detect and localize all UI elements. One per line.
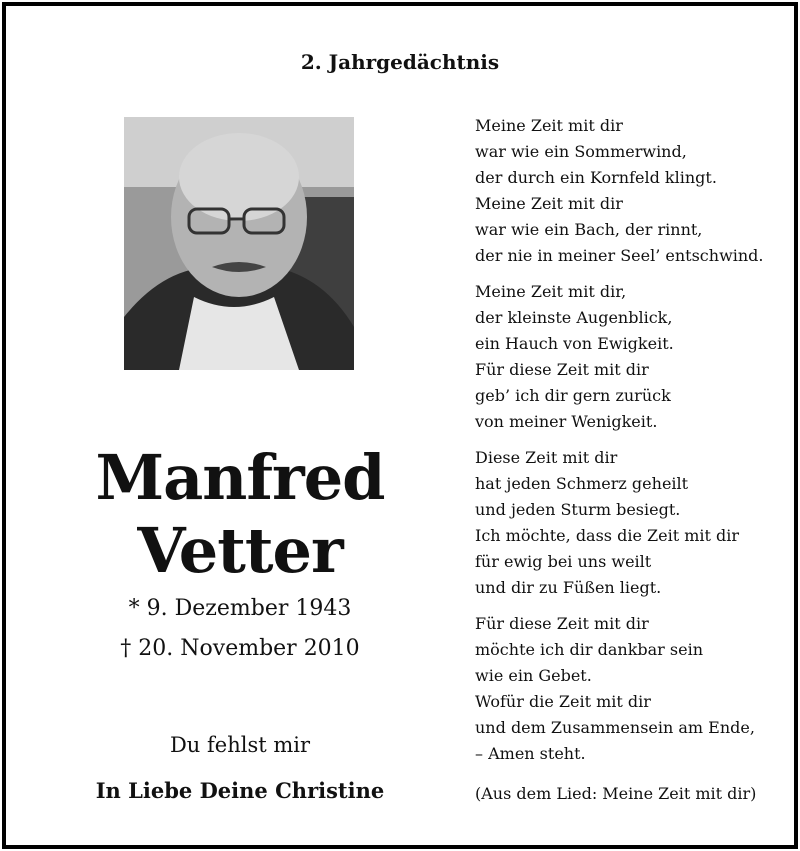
poem-line: war wie ein Bach, der rinnt, — [475, 220, 703, 239]
poem-line: möchte ich dir dankbar sein — [475, 640, 704, 659]
poem-line: wie ein Gebet. — [475, 666, 592, 685]
poem-line: Diese Zeit mit dir — [475, 448, 618, 467]
poem-line: der nie in meiner Seel’ entschwind. — [475, 246, 764, 265]
death-date: † 20. November 2010 — [120, 636, 360, 661]
poem-line: der durch ein Kornfeld klingt. — [475, 168, 717, 187]
poem — [475, 113, 775, 807]
poem-line: von meiner Wenigkeit. — [475, 412, 658, 431]
birth-date: * 9. Dezember 1943 — [128, 596, 352, 621]
poem-line: ein Hauch von Ewigkeit. — [475, 334, 674, 353]
poem-line: Meine Zeit mit dir — [475, 194, 623, 213]
poem-line: Wofür die Zeit mit dir — [475, 692, 651, 711]
poem-stanza — [475, 611, 775, 767]
poem-line: für ewig bei uns weilt — [475, 552, 652, 571]
poem-stanza — [475, 113, 775, 269]
deceased-last-name: Vetter — [137, 514, 343, 587]
poem-source: (Aus dem Lied: Meine Zeit mit dir) — [475, 784, 757, 803]
poem-line: und dem Zusammensein am Ende, — [475, 718, 755, 737]
poem-line: Meine Zeit mit dir, — [475, 282, 627, 301]
poem-line: hat jeden Schmerz geheilt — [475, 474, 689, 493]
closing-message: Du fehlst mir — [169, 733, 311, 757]
signature: In Liebe Deine Christine — [95, 778, 385, 803]
portrait-photo — [124, 117, 354, 370]
memorial-heading: 2. Jahrgedächtnis — [300, 50, 500, 74]
poem-stanza — [475, 279, 775, 435]
deceased-first-name: Manfred — [95, 441, 385, 514]
poem-line: der kleinste Augenblick, — [475, 308, 673, 327]
poem-line: und jeden Sturm besiegt. — [475, 500, 681, 519]
poem-line: war wie ein Sommerwind, — [475, 142, 687, 161]
poem-line: Für diese Zeit mit dir — [475, 360, 649, 379]
poem-line: und dir zu Füßen liegt. — [475, 578, 662, 597]
poem-line: Meine Zeit mit dir — [475, 116, 623, 135]
poem-line: geb’ ich dir gern zurück — [475, 386, 671, 405]
poem-line: Ich möchte, dass die Zeit mit dir — [475, 526, 740, 545]
poem-stanza — [475, 445, 775, 601]
poem-line: – Amen steht. — [475, 744, 586, 763]
poem-line: Für diese Zeit mit dir — [475, 614, 649, 633]
